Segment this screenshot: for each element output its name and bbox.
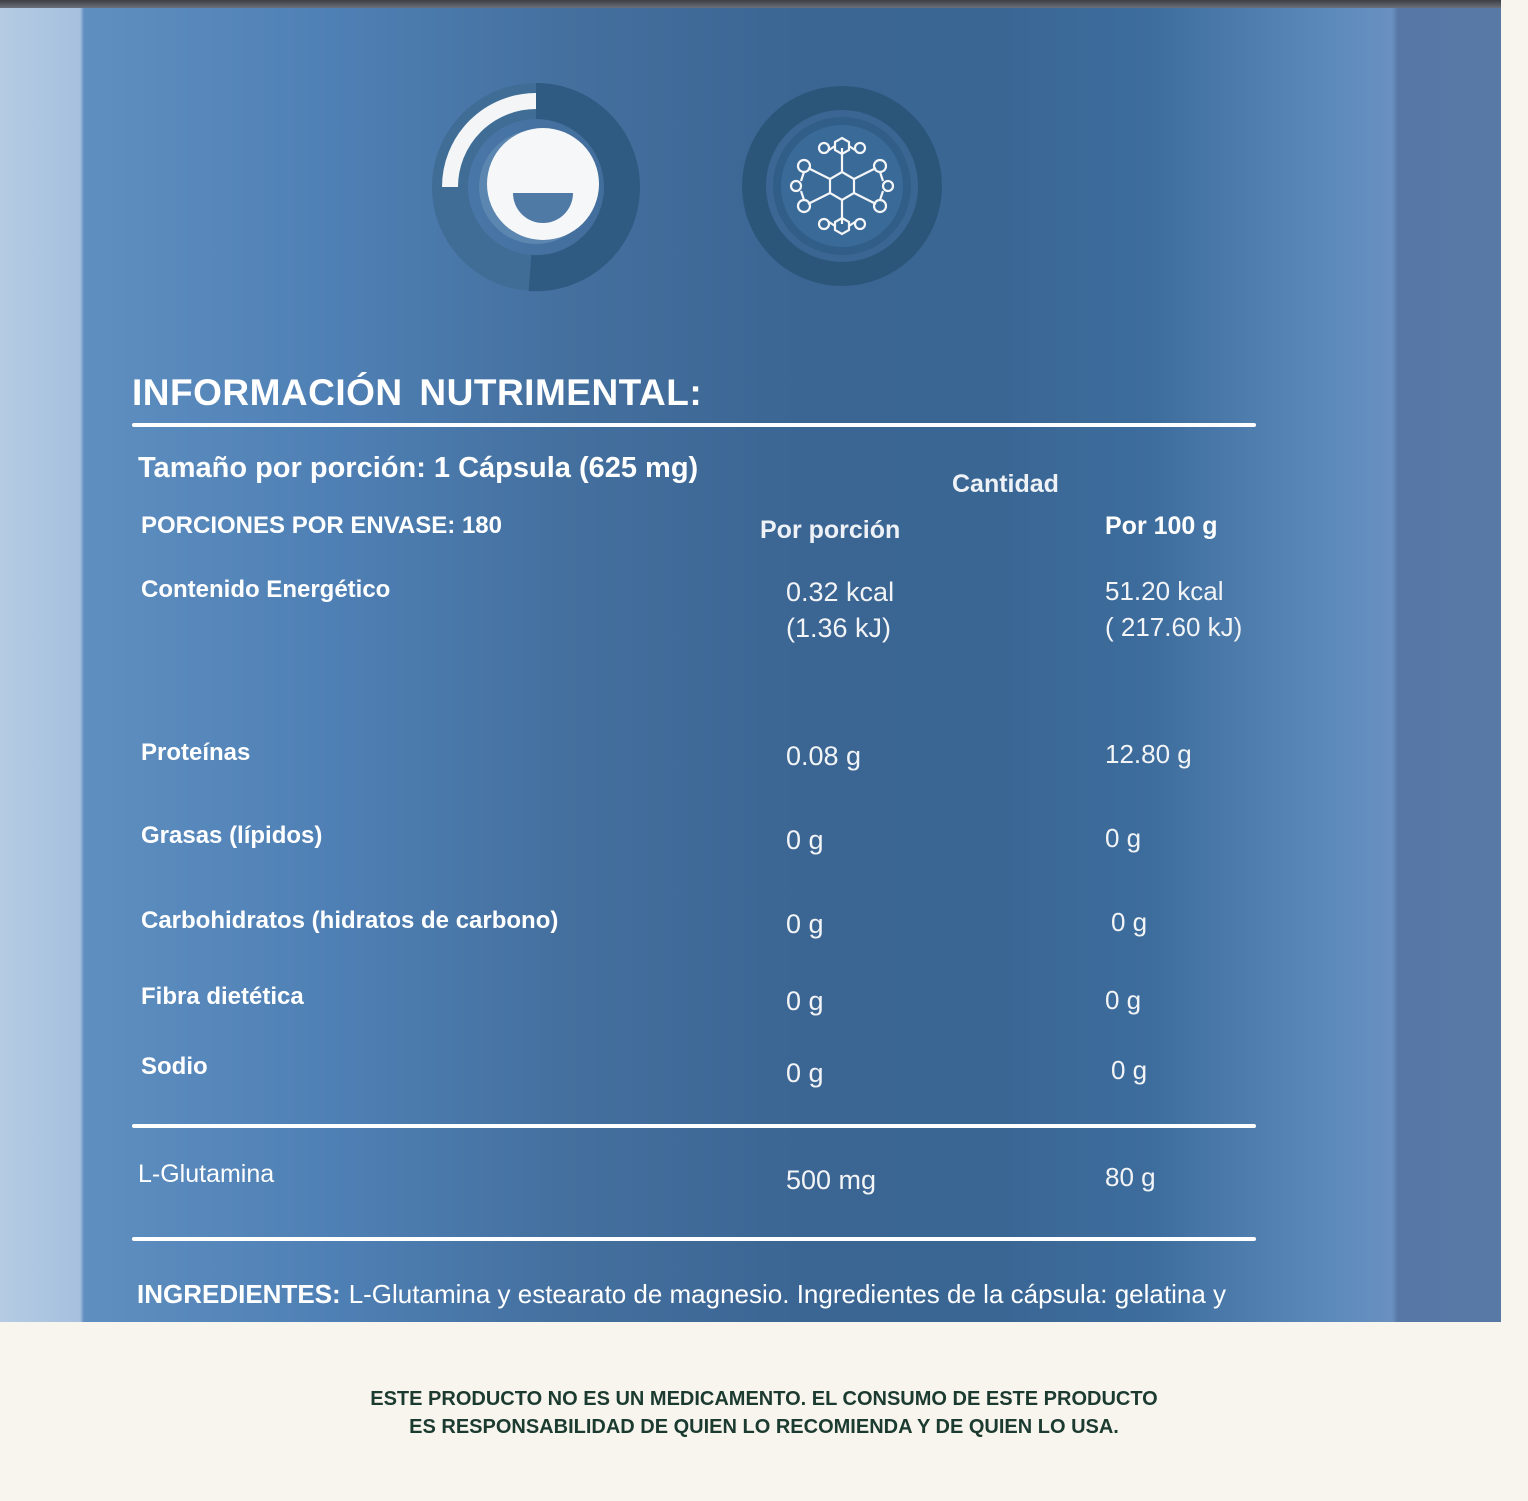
servings-per-container: PORCIONES POR ENVASE: 180	[141, 512, 502, 539]
l-glutamine-label: L-Glutamina	[138, 1160, 275, 1188]
nutrient-sodium-label: Sodio	[141, 1053, 208, 1080]
nutrition-title: INFORMACIÓN NUTRIMENTAL:	[132, 372, 703, 413]
fiber-per-serving: 0 g	[786, 986, 824, 1016]
nutrient-energy-label: Contenido Energético	[141, 576, 391, 603]
container-rim	[0, 0, 1501, 8]
capsule-gauge-icon	[430, 75, 645, 295]
sodium-per-100g: 0 g	[1111, 1055, 1148, 1085]
disclaimer	[0, 1385, 1528, 1441]
energy-per-serving: 0.32 kcal	[786, 577, 895, 607]
l-glutamine-per-serving: 500 mg	[786, 1165, 877, 1195]
disclaimer-line-1: ESTE PRODUCTO NO ES UN MEDICAMENTO. EL CONSUMO DE ESTE PRODUCTO	[370, 1388, 1158, 1410]
protein-per-100g: 12.80 g	[1105, 739, 1192, 769]
nutrient-fiber-label: Fibra dietética	[141, 983, 304, 1010]
quantity-header: Cantidad	[952, 470, 1059, 498]
ingredients-text: L-Glutamina y estearato de magnesio. Ingredientes de la cápsula: gelatina y	[348, 1279, 1226, 1309]
divider-top	[132, 423, 1256, 427]
disclaimer-line-2: ES RESPONSABILIDAD DE QUIEN LO RECOMIENDA Y DE QUIEN LO USA.	[409, 1416, 1119, 1438]
protein-per-serving: 0.08 g	[786, 741, 862, 771]
column-per-100g: Por 100 g	[1105, 512, 1218, 540]
energy-per-100g: 51.20 kcal	[1105, 576, 1224, 606]
carbs-per-serving: 0 g	[786, 909, 824, 939]
nutrient-fat-label: Grasas (lípidos)	[141, 822, 323, 849]
fat-per-serving: 0 g	[786, 825, 824, 855]
carbs-per-100g: 0 g	[1111, 907, 1148, 937]
serving-size: Tamaño por porción: 1 Cápsula (625 mg)	[138, 452, 699, 484]
energy-per-serving-kj: (1.36 kJ)	[786, 613, 892, 643]
footer	[0, 1322, 1501, 1501]
ingredients-label: INGREDIENTES:	[137, 1279, 341, 1309]
molecule-network-icon	[734, 76, 949, 296]
column-per-serving: Por porción	[760, 516, 901, 544]
fiber-per-100g: 0 g	[1105, 985, 1142, 1015]
divider-bottom	[132, 1237, 1256, 1241]
nutrient-protein-label: Proteínas	[141, 739, 251, 766]
l-glutamine-per-100g: 80 g	[1105, 1162, 1156, 1192]
divider-middle	[132, 1124, 1256, 1128]
fat-per-100g: 0 g	[1105, 823, 1142, 853]
nutrient-carbs-label: Carbohidratos (hidratos de carbono)	[141, 907, 559, 934]
sodium-per-serving: 0 g	[786, 1058, 824, 1088]
energy-per-100g-kj: ( 217.60 kJ)	[1105, 612, 1243, 642]
